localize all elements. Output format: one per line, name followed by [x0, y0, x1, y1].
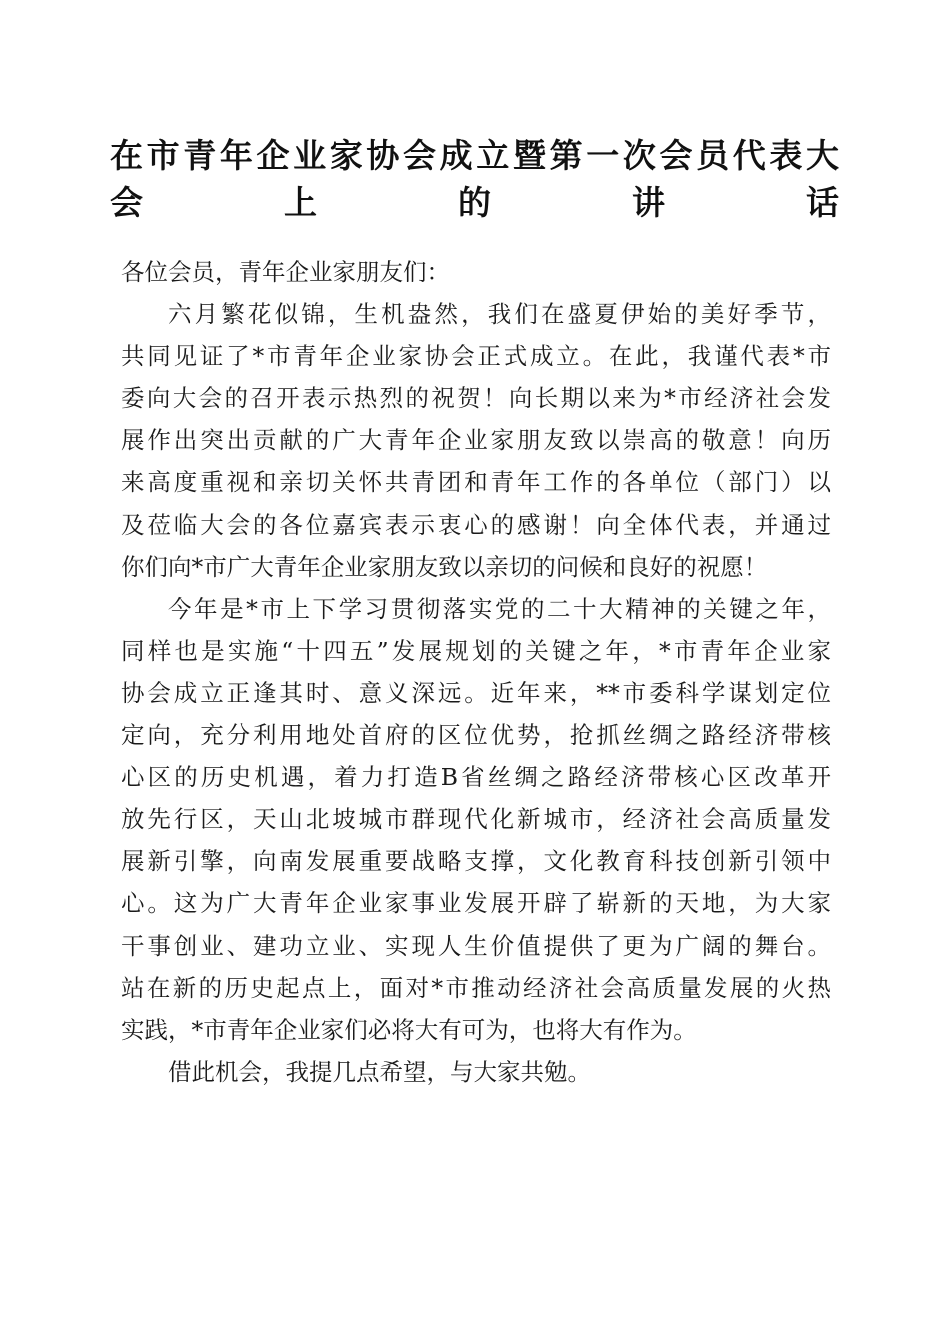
paragraph-line: 六月繁花似锦，生机盎然，我们在盛夏伊始的美好季节， [168, 300, 831, 329]
paragraph-line: 实践，*市青年企业家们必将大有可为，也将大有作为。 [121, 1015, 697, 1044]
paragraph-line: 展新引擎，向南发展重要战略支撑，文化教育科技创新引领中 [121, 847, 831, 876]
paragraph-line: 借此机会，我提几点希望，与大家共勉。 [168, 1057, 591, 1086]
paragraph-line: 今年是*市上下学习贯彻落实党的二十大精神的关键之年， [168, 594, 831, 623]
paragraph-line: 来高度重视和亲切关怀共青团和青年工作的各单位（部门）以 [121, 468, 831, 497]
paragraph-line: 及莅临大会的各位嘉宾表示衷心的感谢！向全体代表，并通过 [121, 510, 831, 539]
paragraph-2 [121, 588, 831, 1051]
paragraph-line: 干事创业、建功立业、实现人生价值提供了更为广阔的舞台。 [121, 931, 831, 960]
title-line: 在市青年企业家协会成立暨第一次会员代表大 [110, 136, 840, 175]
page-title [110, 132, 840, 226]
paragraph-line: 同样也是实施“十四五”发展规划的关键之年，*市青年企业家 [121, 636, 831, 665]
paragraph-line: 协会成立正逢其时、意义深远。近年来，**市委科学谋划定位 [121, 678, 831, 707]
title-line: 会上的讲话 [110, 183, 840, 222]
paragraph-line: 你们向*市广大青年企业家朋友致以亲切的问候和良好的祝愿！ [121, 552, 768, 581]
speech-body [121, 251, 831, 1093]
paragraph-1 [121, 293, 831, 588]
salutation: 各位会员，青年企业家朋友们： [121, 258, 450, 286]
paragraph-line: 展作出突出贡献的广大青年企业家朋友致以崇高的敬意！向历 [121, 426, 831, 455]
paragraph-line: 定向，充分利用地处首府的区位优势，抢抓丝绸之路经济带核 [121, 721, 831, 750]
paragraph-line: 委向大会的召开表示热烈的祝贺！向长期以来为*市经济社会发 [121, 384, 831, 413]
paragraph-line: 心。这为广大青年企业家事业发展开辟了崭新的天地，为大家 [121, 889, 831, 918]
paragraph-line: 心区的历史机遇，着力打造B省丝绸之路经济带核心区改革开 [121, 763, 831, 792]
paragraph-line: 放先行区，天山北坡城市群现代化新城市，经济社会高质量发 [121, 805, 831, 834]
paragraph-line: 共同见证了*市青年企业家协会正式成立。在此，我谨代表*市 [121, 342, 831, 371]
paragraph-3 [121, 1051, 831, 1093]
paragraph-line: 站在新的历史起点上，面对*市推动经济社会高质量发展的火热 [121, 973, 831, 1002]
